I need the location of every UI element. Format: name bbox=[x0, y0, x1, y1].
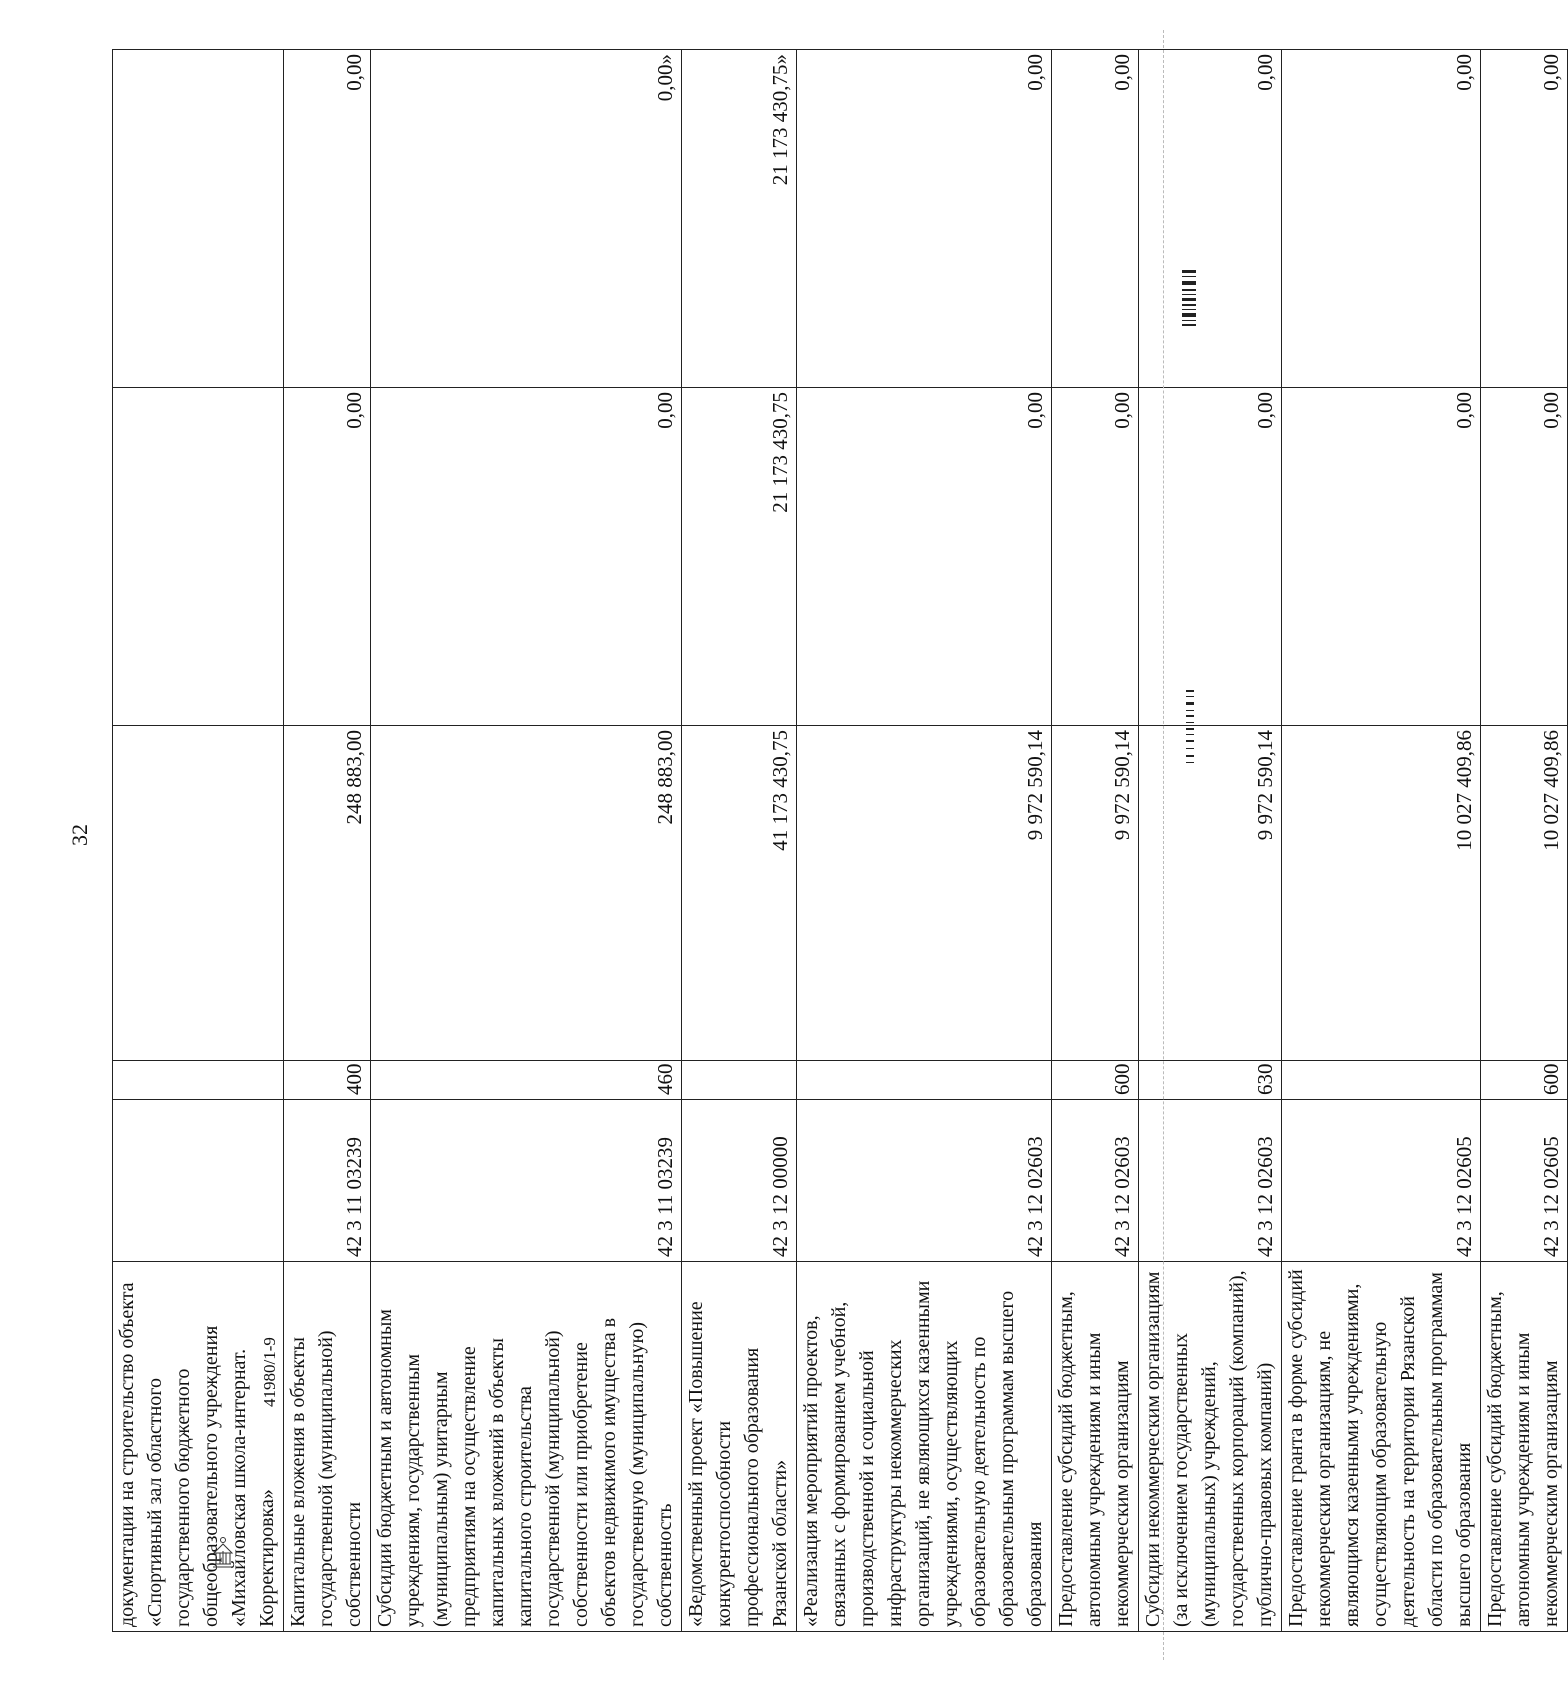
row-amount-2: 21 173 430,75» bbox=[682, 50, 797, 388]
row-amount-2: 0,00» bbox=[371, 50, 682, 388]
row-vr-code bbox=[797, 1061, 1052, 1100]
row-amount-2: 0,00 bbox=[797, 50, 1052, 388]
table-row bbox=[1052, 50, 1139, 1632]
row-csr-code: 42 3 12 02605 bbox=[1481, 1100, 1568, 1262]
row-total: 248 883,00 bbox=[371, 726, 682, 1061]
row-total: 9 972 590,14 bbox=[1139, 726, 1282, 1061]
row-amount-2 bbox=[113, 50, 284, 388]
row-name: Предоставление субсидий бюджетным, автономным учреждениям и иным некоммерческим организациям bbox=[1481, 1262, 1568, 1632]
row-vr-code bbox=[682, 1061, 797, 1100]
row-name: «Реализация мероприятий проектов, связанных с формированием учебной, производственной и социальной инфраструктуры некоммерческих организаций, не являющихся казенными учреждениями, осуществляющих образовательную деятельность по образовательным программам высшего образования bbox=[797, 1262, 1052, 1632]
row-csr-code: 42 3 12 02605 bbox=[1282, 1100, 1481, 1262]
row-vr-code: 600 bbox=[1481, 1061, 1568, 1100]
table-row bbox=[1282, 50, 1481, 1632]
table-row bbox=[1481, 50, 1568, 1632]
row-amount-2: 0,00 bbox=[1139, 50, 1282, 388]
emblem-icon bbox=[210, 1535, 236, 1569]
row-name: Предоставление субсидий бюджетным, автономным учреждениям и иным некоммерческим организациям bbox=[1052, 1262, 1139, 1632]
row-csr-code: 42 3 11 03239 bbox=[371, 1100, 682, 1262]
rotated-table-container bbox=[112, 50, 1563, 1632]
row-amount-1: 21 173 430,75 bbox=[682, 388, 797, 726]
row-amount-1: 0,00 bbox=[1139, 388, 1282, 726]
scan-edge-line bbox=[1163, 30, 1165, 1660]
row-csr-code: 42 3 12 00000 bbox=[682, 1100, 797, 1262]
row-total bbox=[113, 726, 284, 1061]
barcode-icon bbox=[1180, 210, 1198, 1210]
row-total: 10 027 409,86 bbox=[1282, 726, 1481, 1061]
row-amount-2: 0,00 bbox=[1481, 50, 1568, 388]
row-vr-code bbox=[113, 1061, 284, 1100]
row-total: 10 027 409,86 bbox=[1481, 726, 1568, 1061]
table-row bbox=[1139, 50, 1282, 1632]
row-name: Субсидии бюджетным и автономным учреждениям, государственным (муниципальным) унитарным предприятиям на осуществление капитальных вложений в объекты капитального строительства государственной (муниципальной) собственности или приобретение объектов недвижимого имущества в государственную (муниципальную) собственность bbox=[371, 1262, 682, 1632]
row-amount-1 bbox=[113, 388, 284, 726]
row-name: Субсидии некоммерческим организациям (за исключением государственных (муниципальных) учреждений, государственных корпораций (компаний), публично-правовых компаний) bbox=[1139, 1262, 1282, 1632]
row-total: 9 972 590,14 bbox=[797, 726, 1052, 1061]
row-vr-code: 630 bbox=[1139, 1061, 1282, 1100]
row-amount-1: 0,00 bbox=[1052, 388, 1139, 726]
row-total: 41 173 430,75 bbox=[682, 726, 797, 1061]
table-row bbox=[284, 50, 371, 1632]
table-row bbox=[371, 50, 682, 1632]
row-csr-code: 42 3 12 02603 bbox=[1052, 1100, 1139, 1262]
row-name: Капитальные вложения в объекты государственной (муниципальной) собственности bbox=[284, 1262, 371, 1632]
row-csr-code: 42 3 12 02603 bbox=[1139, 1100, 1282, 1262]
row-total: 9 972 590,14 bbox=[1052, 726, 1139, 1061]
row-vr-code: 400 bbox=[284, 1061, 371, 1100]
row-csr-code bbox=[113, 1100, 284, 1262]
row-name: документации на строительство объекта «Спортивный зал областного государственного бюджетного общеобразовательного учреждения «Михайловская школа-интернат. Корректировка» bbox=[113, 1262, 284, 1632]
row-amount-1: 0,00 bbox=[1481, 388, 1568, 726]
page-number: 32 bbox=[67, 824, 92, 846]
row-csr-code: 42 3 11 03239 bbox=[284, 1100, 371, 1262]
row-vr-code bbox=[1282, 1061, 1481, 1100]
row-amount-2: 0,00 bbox=[1282, 50, 1481, 388]
row-amount-2: 0,00 bbox=[1052, 50, 1139, 388]
row-amount-1: 0,00 bbox=[371, 388, 682, 726]
row-amount-2: 0,00 bbox=[284, 50, 371, 388]
row-amount-1: 0,00 bbox=[1282, 388, 1481, 726]
row-name: Предоставление гранта в форме субсидий некоммерческим организациям, не являющимся казенными учреждениями, осуществляющим образовательную деятельность на территории Рязанской области по образовательным программам высшего образования bbox=[1282, 1262, 1481, 1632]
row-csr-code: 42 3 12 02603 bbox=[797, 1100, 1052, 1262]
table-row bbox=[682, 50, 797, 1632]
document-code: 41980/1-9 bbox=[260, 1337, 279, 1407]
budget-table bbox=[112, 49, 1568, 1632]
table-row bbox=[113, 50, 284, 1632]
row-amount-1: 0,00 bbox=[284, 388, 371, 726]
table-row bbox=[797, 50, 1052, 1632]
row-vr-code: 600 bbox=[1052, 1061, 1139, 1100]
row-amount-1: 0,00 bbox=[797, 388, 1052, 726]
row-vr-code: 460 bbox=[371, 1061, 682, 1100]
row-total: 248 883,00 bbox=[284, 726, 371, 1061]
row-name: «Ведомственный проект «Повышение конкурентоспособности профессионального образования Рязанской области» bbox=[682, 1262, 797, 1632]
